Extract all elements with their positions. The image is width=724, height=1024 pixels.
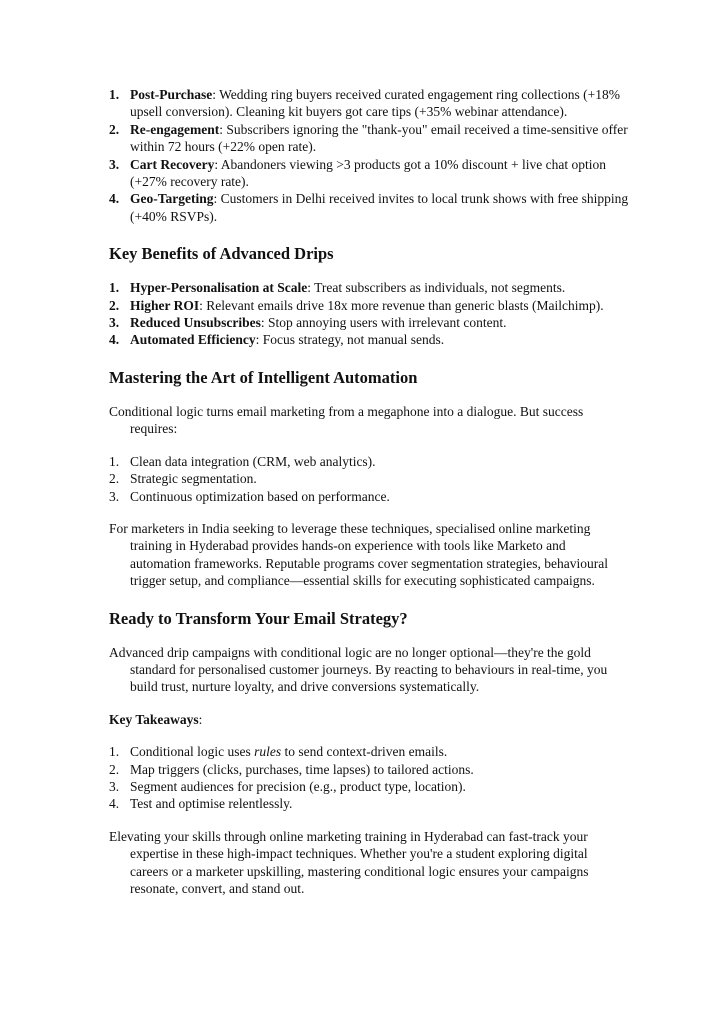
list-term: Reduced Unsubscribes <box>130 315 261 331</box>
list-term: Geo-Targeting <box>130 191 214 207</box>
list-item <box>109 453 629 470</box>
list-text: Conditional logic uses <box>130 744 255 760</box>
takeaways-label: Key Takeaways <box>109 711 199 727</box>
list-number: 1. <box>109 87 120 102</box>
list-item <box>109 279 629 296</box>
list-term: Cart Recovery <box>130 156 215 172</box>
list-text: : Wedding ring buyers received curated engagement ring collections (+18% upsell conversion). Cleaning kit buyers got care tips (+35% webinar attendance). <box>130 87 621 120</box>
list-term: Hyper-Personalisation at Scale <box>130 280 308 296</box>
list-term: Post-Purchase <box>130 87 213 102</box>
case-study-list <box>109 86 629 225</box>
list-term: Higher ROI <box>130 297 200 313</box>
list-number: 4. <box>109 332 120 348</box>
requirements-list <box>109 453 629 505</box>
list-text: Strategic segmentation. <box>130 471 257 487</box>
list-number: 2. <box>109 121 120 137</box>
list-number: 2. <box>109 761 120 777</box>
list-term: Automated Efficiency <box>130 332 256 348</box>
list-text: to send context-driven emails. <box>281 744 448 760</box>
list-number: 1. <box>109 280 120 296</box>
mastering-intro: Conditional logic turns email marketing from a megaphone into a dialogue. But success requires: <box>109 403 584 437</box>
ready-heading: Ready to Transform Your Email Strategy? <box>109 608 408 628</box>
list-text: : Subscribers ignoring the "thank-you" email received a time-sensitive offer within 72 hours (+22% open rate). <box>130 121 628 155</box>
list-text: Clean data integration (CRM, web analytics). <box>130 453 376 469</box>
list-text: Map triggers (clicks, purchases, time lapses) to tailored actions. <box>130 761 474 777</box>
list-item <box>109 86 629 121</box>
list-number: 1. <box>109 744 120 760</box>
list-number: 3. <box>109 488 120 504</box>
list-text: : Focus strategy, not manual sends. <box>255 332 445 348</box>
list-text: : Stop annoying users with irrelevant content. <box>260 315 507 331</box>
list-text: Segment audiences for precision (e.g., product type, location). <box>130 778 466 794</box>
benefits-heading: Key Benefits of Advanced Drips <box>109 244 334 264</box>
takeaways-colon: : <box>198 711 203 727</box>
mastering-paragraph: For marketers in India seeking to leverage these techniques, specialised online marketing training in Hyderabad provides hands-on experience with tools like Marketo and automation frameworks. Reputable programs cover segmentation strategies, behavioural trigger setup, and compliance—essential skills for executing sophisticated campaigns. <box>109 520 608 589</box>
list-text: : Abandoners viewing >3 products got a 10% discount + live chat option (+27% recovery rate). <box>130 156 607 190</box>
takeaways-list <box>109 743 629 813</box>
closing-paragraph: Elevating your skills through online marketing training in Hyderabad can fast-track your expertise in these high-impact techniques. Whether you're a student exploring digital careers or a marketer upskilling, mastering conditional logic ensures your campaigns resonate, convert, and stand out. <box>109 828 589 896</box>
list-text: Test and optimise relentlessly. <box>130 796 293 812</box>
list-item <box>109 314 629 331</box>
list-emphasis: rules <box>254 744 282 760</box>
list-item <box>109 331 629 348</box>
list-number: 1. <box>109 453 120 469</box>
list-number: 3. <box>109 315 120 331</box>
list-text: : Treat subscribers as individuals, not segments. <box>307 280 566 296</box>
document-content <box>109 86 629 897</box>
list-item <box>109 121 629 156</box>
list-item <box>109 761 629 778</box>
list-number: 4. <box>109 191 120 207</box>
list-item <box>109 778 629 795</box>
ready-paragraph: Advanced drip campaigns with conditional logic are no longer optional—they're the gold standard for personalised customer journeys. By reacting to behaviours in real-time, you build trust, nurture loyalty, and drive conversions systematically. <box>109 644 608 695</box>
list-number: 3. <box>109 156 120 172</box>
list-text: : Customers in Delhi received invites to local trunk shows with free shipping (+40% RSVPs). <box>130 191 629 224</box>
list-number: 3. <box>109 778 120 794</box>
list-term: Re-engagement <box>130 121 220 137</box>
mastering-heading: Mastering the Art of Intelligent Automation <box>109 367 418 387</box>
list-item <box>109 156 629 191</box>
list-item <box>109 190 629 225</box>
list-item <box>109 297 629 314</box>
list-item <box>109 743 629 760</box>
list-item <box>109 470 629 487</box>
list-item <box>109 795 629 812</box>
list-number: 2. <box>109 471 120 487</box>
list-number: 2. <box>109 297 120 313</box>
list-text: : Relevant emails drive 18x more revenue than generic blasts (Mailchimp). <box>199 297 604 313</box>
benefits-list <box>109 279 629 349</box>
list-item <box>109 488 629 505</box>
list-number: 4. <box>109 796 120 812</box>
list-text: Continuous optimization based on performance. <box>130 488 390 504</box>
takeaways-title <box>109 711 629 728</box>
